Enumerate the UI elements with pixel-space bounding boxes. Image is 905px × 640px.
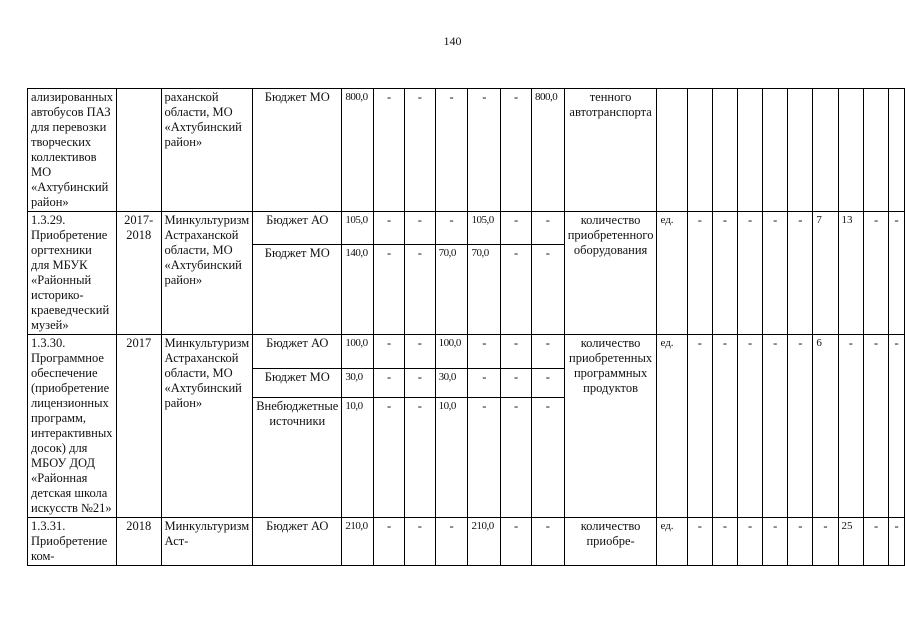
indicator: количество приобретенного оборудования bbox=[564, 212, 657, 335]
indicator-value: - bbox=[889, 518, 905, 566]
funding-value: - bbox=[374, 335, 405, 369]
funding-value: - bbox=[468, 398, 501, 518]
years: 2017-2018 bbox=[117, 212, 161, 335]
funding-total: 105,0 bbox=[342, 212, 374, 245]
funding-value: - bbox=[374, 89, 405, 212]
funding-value: - bbox=[435, 518, 468, 566]
indicator-value bbox=[738, 89, 763, 212]
funding-value: - bbox=[501, 335, 532, 369]
indicator: количество приобретенных программных продуктов bbox=[564, 335, 657, 518]
unit: ед. bbox=[657, 212, 687, 335]
funding-value: - bbox=[374, 518, 405, 566]
table-row bbox=[28, 335, 905, 369]
funding-total: 140,0 bbox=[342, 245, 374, 335]
funding-source: Бюджет МО bbox=[253, 245, 342, 335]
funding-value: - bbox=[435, 89, 468, 212]
table-row bbox=[28, 212, 905, 245]
measure-name: 1.3.31. Приобретение ком- bbox=[28, 518, 117, 566]
executor: раханской области, МО «Ахтубинский район» bbox=[161, 89, 253, 212]
funding-value: - bbox=[404, 89, 435, 212]
funding-value: - bbox=[468, 335, 501, 369]
funding-value: - bbox=[531, 212, 564, 245]
indicator-value: - bbox=[738, 335, 763, 518]
measure-name: 1.3.30. Программное обеспечение (приобретение лицензионных программ, интерактивных досок) для МБОУ ДОД «Районная детская школа искусств №21» bbox=[28, 335, 117, 518]
indicator-value: - bbox=[838, 335, 864, 518]
executor: Минкультуризм Аст- bbox=[161, 518, 253, 566]
funding-value: - bbox=[374, 398, 405, 518]
indicator-value bbox=[864, 89, 889, 212]
funding-value: - bbox=[501, 518, 532, 566]
funding-value: 800,0 bbox=[531, 89, 564, 212]
measure-name: 1.3.29. Приобретение оргтехники для МБУК «Районный историко-краеведческий музей» bbox=[28, 212, 117, 335]
funding-value: - bbox=[404, 245, 435, 335]
indicator: количество приобре- bbox=[564, 518, 657, 566]
indicator-value: - bbox=[889, 212, 905, 335]
funding-value: - bbox=[468, 89, 501, 212]
unit bbox=[657, 89, 687, 212]
funding-source: Бюджет АО bbox=[253, 518, 342, 566]
table-row bbox=[28, 518, 905, 566]
funding-total: 10,0 bbox=[342, 398, 374, 518]
funding-total: 800,0 bbox=[342, 89, 374, 212]
indicator-value bbox=[889, 89, 905, 212]
indicator-value: - bbox=[712, 212, 737, 335]
funding-value: - bbox=[404, 335, 435, 369]
indicator-value: - bbox=[712, 518, 737, 566]
indicator-value: - bbox=[813, 518, 838, 566]
indicator-value: - bbox=[889, 335, 905, 518]
funding-value: - bbox=[404, 212, 435, 245]
funding-total: 210,0 bbox=[342, 518, 374, 566]
unit: ед. bbox=[657, 518, 687, 566]
funding-value: - bbox=[531, 368, 564, 397]
funding-value: - bbox=[374, 212, 405, 245]
indicator-value: - bbox=[687, 518, 712, 566]
table-row bbox=[28, 89, 905, 212]
funding-value: 105,0 bbox=[468, 212, 501, 245]
funding-value: - bbox=[501, 245, 532, 335]
funding-value: 70,0 bbox=[468, 245, 501, 335]
indicator-value bbox=[712, 89, 737, 212]
funding-value: 70,0 bbox=[435, 245, 468, 335]
indicator-value bbox=[838, 89, 864, 212]
funding-source: Внебюджетные источники bbox=[253, 398, 342, 518]
funding-value: - bbox=[531, 335, 564, 369]
indicator-value bbox=[763, 89, 788, 212]
funding-value: - bbox=[501, 368, 532, 397]
funding-value: - bbox=[531, 518, 564, 566]
funding-value: - bbox=[374, 368, 405, 397]
unit: ед. bbox=[657, 335, 687, 518]
program-table bbox=[27, 88, 905, 566]
indicator-value: - bbox=[788, 518, 813, 566]
indicator-value: - bbox=[763, 212, 788, 335]
indicator-value: - bbox=[864, 335, 889, 518]
funding-value: - bbox=[404, 398, 435, 518]
indicator-value: - bbox=[864, 518, 889, 566]
funding-value: - bbox=[435, 212, 468, 245]
indicator-value: 25 bbox=[838, 518, 864, 566]
funding-value: - bbox=[501, 89, 532, 212]
funding-source: Бюджет АО bbox=[253, 335, 342, 369]
indicator-value: 7 bbox=[813, 212, 838, 335]
funding-value: - bbox=[501, 212, 532, 245]
indicator-value bbox=[788, 89, 813, 212]
executor: Минкультуризм Астраханской области, МО «Ахтубинский район» bbox=[161, 212, 253, 335]
funding-value: 210,0 bbox=[468, 518, 501, 566]
funding-value: - bbox=[404, 368, 435, 397]
funding-total: 30,0 bbox=[342, 368, 374, 397]
funding-source: Бюджет МО bbox=[253, 368, 342, 397]
page-number: 140 bbox=[443, 34, 462, 48]
indicator: тенного автотранспорта bbox=[564, 89, 657, 212]
indicator-value: - bbox=[738, 518, 763, 566]
funding-value: - bbox=[374, 245, 405, 335]
funding-value: - bbox=[531, 245, 564, 335]
funding-value: 30,0 bbox=[435, 368, 468, 397]
indicator-value: - bbox=[763, 518, 788, 566]
indicator-value: - bbox=[788, 335, 813, 518]
executor: Минкультуризм Астраханской области, МО «Ахтубинский район» bbox=[161, 335, 253, 518]
funding-value: - bbox=[531, 398, 564, 518]
indicator-value: - bbox=[763, 335, 788, 518]
funding-total: 100,0 bbox=[342, 335, 374, 369]
indicator-value: - bbox=[712, 335, 737, 518]
years: 2018 bbox=[117, 518, 161, 566]
funding-value: 10,0 bbox=[435, 398, 468, 518]
indicator-value: - bbox=[738, 212, 763, 335]
indicator-value: 6 bbox=[813, 335, 838, 518]
indicator-value: - bbox=[788, 212, 813, 335]
years: 2017 bbox=[117, 335, 161, 518]
indicator-value: - bbox=[864, 212, 889, 335]
indicator-value bbox=[687, 89, 712, 212]
funding-value: - bbox=[404, 518, 435, 566]
funding-value: - bbox=[468, 368, 501, 397]
funding-source: Бюджет АО bbox=[253, 212, 342, 245]
indicator-value bbox=[813, 89, 838, 212]
years bbox=[117, 89, 161, 212]
indicator-value: 13 bbox=[838, 212, 864, 335]
funding-value: - bbox=[501, 398, 532, 518]
indicator-value: - bbox=[687, 212, 712, 335]
funding-value: 100,0 bbox=[435, 335, 468, 369]
measure-name: ализированных автобусов ПАЗ для перевозки творческих коллективов МО «Ахтубинский район» bbox=[28, 89, 117, 212]
indicator-value: - bbox=[687, 335, 712, 518]
funding-source: Бюджет МО bbox=[253, 89, 342, 212]
